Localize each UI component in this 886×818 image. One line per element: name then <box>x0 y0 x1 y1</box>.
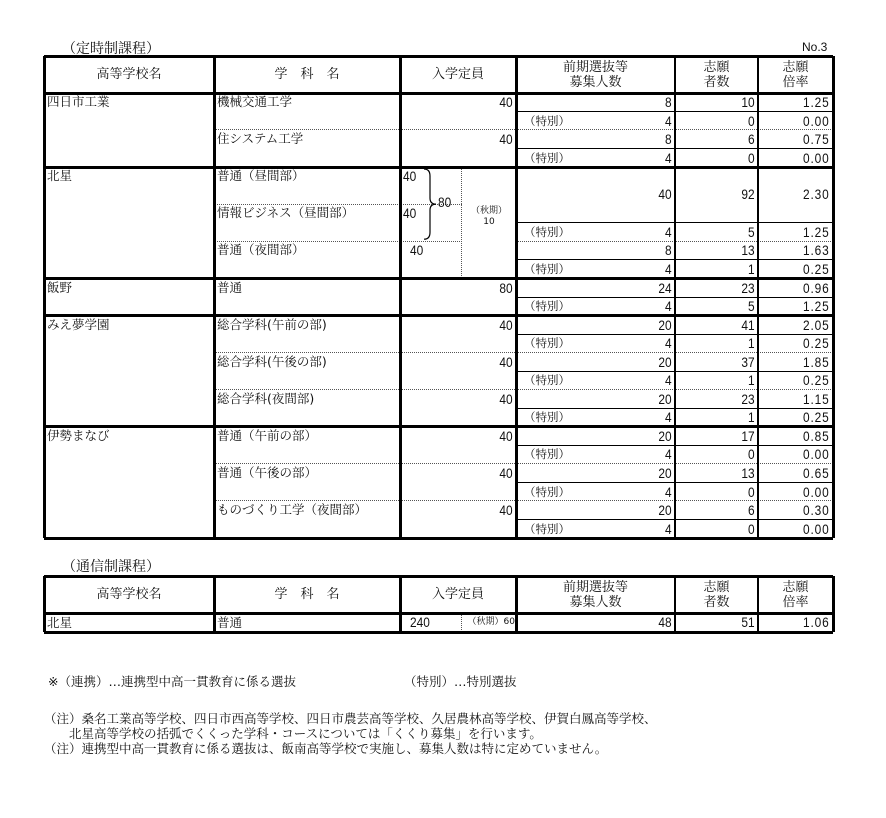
course-name: 普通 <box>217 615 243 630</box>
correspondence-header-ratio-line-1: 志願 <box>782 579 809 595</box>
course-capacity: 80 <box>499 279 513 296</box>
column-divider <box>674 576 676 632</box>
application-ratio: 2.05 <box>803 316 830 333</box>
note-2: （注）連携型中高一貫教育に係る選抜は、飯南高等学校で実施し、募集人数は特に定めていません。 <box>44 741 608 756</box>
part-time-header-recruit-line-2: 募集人数 <box>569 74 622 90</box>
application-ratio: 0.96 <box>803 279 830 296</box>
application-ratio: 0.00 <box>803 149 830 166</box>
application-ratio: 0.65 <box>803 465 830 481</box>
recruit-count: 4 <box>664 483 672 500</box>
course-capacity: 40 <box>410 242 424 259</box>
recruit-count: 4 <box>664 112 672 129</box>
course-capacity: 40 <box>499 94 513 110</box>
recruit-count: 8 <box>664 242 672 259</box>
application-ratio: 1.85 <box>803 353 830 370</box>
correspondence-header-ratio-line-2: 倍率 <box>782 594 809 610</box>
application-ratio: 0.25 <box>803 409 830 426</box>
column-divider <box>757 56 759 538</box>
course-capacity: 40 <box>499 316 513 333</box>
applicant-count: 0 <box>747 520 755 537</box>
part-time-header-applicants-line-1: 志願 <box>703 59 730 75</box>
application-ratio: 0.25 <box>803 335 830 352</box>
column-divider <box>674 56 676 538</box>
column-divider <box>515 56 518 538</box>
application-ratio: 1.63 <box>803 242 830 259</box>
application-ratio: 0.00 <box>803 520 830 537</box>
course-name: 普通（夜間部） <box>217 242 305 258</box>
application-ratio: 0.00 <box>803 483 830 500</box>
recruit-count: 8 <box>664 131 672 148</box>
application-ratio: 0.75 <box>803 131 830 148</box>
correspondence-header-applicants-line-2: 者数 <box>703 594 730 610</box>
course-capacity: 40 <box>499 131 513 148</box>
autumn-capacity-note: （秋期）60 <box>467 617 515 627</box>
course-name: 情報ビジネス（昼間部） <box>217 205 355 221</box>
school-name: 飯野 <box>47 279 73 295</box>
autumn-capacity-note <box>462 206 516 230</box>
special-label: （特別） <box>524 447 570 462</box>
column-divider <box>43 56 46 538</box>
autumn-label: （秋期） <box>470 206 507 217</box>
part-time-header-applicants-line-2: 者数 <box>703 74 730 90</box>
part-time-header-recruit-line-1: 前期選抜等 <box>562 59 628 75</box>
recruit-count: 4 <box>664 372 672 389</box>
applicant-count: 1 <box>747 260 755 277</box>
applicant-count: 13 <box>741 242 755 259</box>
correspondence-header-school: 高等学校名 <box>96 587 162 602</box>
applicant-count: 23 <box>741 390 755 407</box>
recruit-count: 4 <box>664 446 672 463</box>
applicant-count: 0 <box>747 112 755 129</box>
row-divider <box>44 314 833 317</box>
application-ratio: 0.25 <box>803 372 830 389</box>
part-time-header-ratio-line-1: 志願 <box>782 59 809 75</box>
note-1-line-1: （注）桑名工業高等学校、四日市西高等学校、四日市農芸高等学校、久居農林高等学校、伊賀白鳳高等学校、 <box>44 711 657 726</box>
course-capacity: 40 <box>403 168 417 185</box>
special-label: （特別） <box>524 410 570 425</box>
applicant-count: 6 <box>747 502 755 519</box>
note-1-line-2: 北星高等学校の括弧でくくった学科・コースについては「くくり募集」を行います。 <box>44 726 542 741</box>
special-label: （特別） <box>524 261 570 276</box>
applicant-count: 23 <box>741 279 755 296</box>
column-divider <box>213 56 216 538</box>
legend-renkei: ※（連携）…連携型中高一貫教育に係る選抜 <box>48 674 296 689</box>
special-label: （特別） <box>524 373 570 388</box>
recruit-count: 4 <box>664 260 672 277</box>
column-divider <box>399 576 402 632</box>
part-time-header-ratio-line-2: 倍率 <box>782 74 809 90</box>
recruit-count: 20 <box>658 316 672 333</box>
recruit-count: 20 <box>658 427 672 444</box>
special-label: （特別） <box>524 150 570 165</box>
special-label: （特別） <box>524 113 570 128</box>
applicant-count: 13 <box>741 465 755 481</box>
autumn-capacity: 10 <box>483 217 495 228</box>
recruit-count: 40 <box>658 186 672 203</box>
course-name: 総合学科(午後の部) <box>217 353 327 369</box>
application-ratio: 0.30 <box>803 502 830 519</box>
applicant-count: 41 <box>741 316 755 333</box>
part-time-header-capacity: 入学定員 <box>431 67 484 82</box>
special-label: （特別） <box>524 521 570 536</box>
school-name: みえ夢学園 <box>47 316 110 332</box>
section-title-correspondence: （通信制課程） <box>62 559 160 575</box>
column-divider <box>832 576 835 632</box>
row-divider <box>44 55 833 58</box>
application-ratio: 1.25 <box>803 298 830 315</box>
application-ratio: 0.25 <box>803 260 830 277</box>
row-divider <box>44 166 833 169</box>
application-ratio: 1.15 <box>803 390 830 407</box>
correspondence-header-recruit <box>516 576 675 613</box>
applicant-count: 5 <box>747 223 755 240</box>
recruit-count: 4 <box>664 149 672 166</box>
column-divider <box>757 576 759 632</box>
recruit-count: 8 <box>664 94 672 110</box>
application-ratio: 1.25 <box>803 223 830 240</box>
applicant-count: 17 <box>741 427 755 444</box>
correspondence-header-recruit-line-2: 募集人数 <box>569 594 622 610</box>
correspondence-header-ratio <box>758 576 833 613</box>
recruit-count: 20 <box>658 390 672 407</box>
applicant-count: 1 <box>747 335 755 352</box>
application-ratio: 2.30 <box>803 186 830 203</box>
recruit-count: 20 <box>658 353 672 370</box>
special-label: （特別） <box>524 224 570 239</box>
correspondence-header-recruit-line-1: 前期選抜等 <box>562 579 628 595</box>
school-name: 北星 <box>47 168 73 184</box>
recruit-count: 4 <box>664 223 672 240</box>
course-capacity: 40 <box>499 427 513 444</box>
application-ratio: 1.06 <box>803 614 830 630</box>
course-capacity: 40 <box>499 502 513 519</box>
course-capacity: 240 <box>410 614 430 630</box>
applicant-count: 10 <box>741 94 755 110</box>
applicant-count: 0 <box>747 149 755 166</box>
column-divider <box>832 56 835 538</box>
recruit-count: 20 <box>658 465 672 481</box>
part-time-header-ratio <box>758 56 833 93</box>
recruit-count: 4 <box>664 335 672 352</box>
course-name: 普通 <box>217 279 243 295</box>
applicant-count: 92 <box>741 186 755 203</box>
row-divider <box>44 425 833 428</box>
course-name: ものづくり工学（夜間部） <box>217 502 368 518</box>
application-ratio: 1.25 <box>803 94 830 110</box>
recruit-count: 20 <box>658 502 672 519</box>
recruit-count: 4 <box>664 298 672 315</box>
course-capacity: 40 <box>403 205 417 222</box>
special-label: （特別） <box>524 299 570 314</box>
applicant-count: 0 <box>747 483 755 500</box>
course-name: 機械交通工学 <box>217 94 293 109</box>
recruit-count: 4 <box>664 409 672 426</box>
course-name: 総合学科(午前の部) <box>217 316 327 332</box>
applicant-count: 0 <box>747 446 755 463</box>
page-number: No.3 <box>802 40 828 54</box>
combined-capacity: 80 <box>438 194 452 211</box>
correspondence-header-applicants <box>675 576 758 613</box>
course-capacity: 40 <box>499 353 513 370</box>
special-label: （特別） <box>524 336 570 351</box>
school-name: 北星 <box>47 615 73 630</box>
application-ratio: 0.00 <box>803 112 830 129</box>
applicant-count: 6 <box>747 131 755 148</box>
row-divider <box>44 537 833 540</box>
row-divider <box>44 92 833 95</box>
column-divider <box>399 56 402 538</box>
row-divider <box>44 631 833 634</box>
part-time-header-applicants <box>675 56 758 93</box>
special-label: （特別） <box>524 484 570 499</box>
applicant-count: 37 <box>741 353 755 370</box>
applicant-count: 1 <box>747 372 755 389</box>
column-divider <box>515 576 518 632</box>
legend-tokubetsu: （特別）…特別選抜 <box>404 674 517 689</box>
part-time-header-recruit <box>516 56 675 93</box>
course-name: 普通（午前の部） <box>217 427 318 443</box>
course-name: 普通（午後の部） <box>217 465 318 480</box>
application-ratio: 0.00 <box>803 446 830 463</box>
row-divider <box>44 612 833 615</box>
correspondence-header-applicants-line-1: 志願 <box>703 579 730 595</box>
row-divider <box>44 575 833 578</box>
correspondence-header-course: 学 科 名 <box>274 587 340 602</box>
course-name: 普通（昼間部） <box>217 168 305 184</box>
applicant-count: 5 <box>747 298 755 315</box>
school-name: 伊勢まなび <box>47 427 110 443</box>
application-ratio: 0.85 <box>803 427 830 444</box>
recruit-count: 48 <box>658 614 672 630</box>
recruit-count: 4 <box>664 520 672 537</box>
recruit-count: 24 <box>658 279 672 296</box>
school-name: 四日市工業 <box>47 94 110 109</box>
row-divider <box>44 277 833 280</box>
part-time-header-course: 学 科 名 <box>274 67 340 82</box>
course-capacity: 40 <box>499 390 513 407</box>
applicant-count: 1 <box>747 409 755 426</box>
course-name: 総合学科(夜間部) <box>217 390 315 406</box>
correspondence-header-capacity: 入学定員 <box>431 587 484 602</box>
column-divider <box>43 576 46 632</box>
column-divider <box>213 576 216 632</box>
applicant-count: 51 <box>741 614 755 630</box>
part-time-header-school: 高等学校名 <box>96 67 162 82</box>
course-capacity: 40 <box>499 465 513 481</box>
section-title-part-time: （定時制課程） <box>62 41 160 57</box>
course-name: 住システム工学 <box>217 131 304 147</box>
